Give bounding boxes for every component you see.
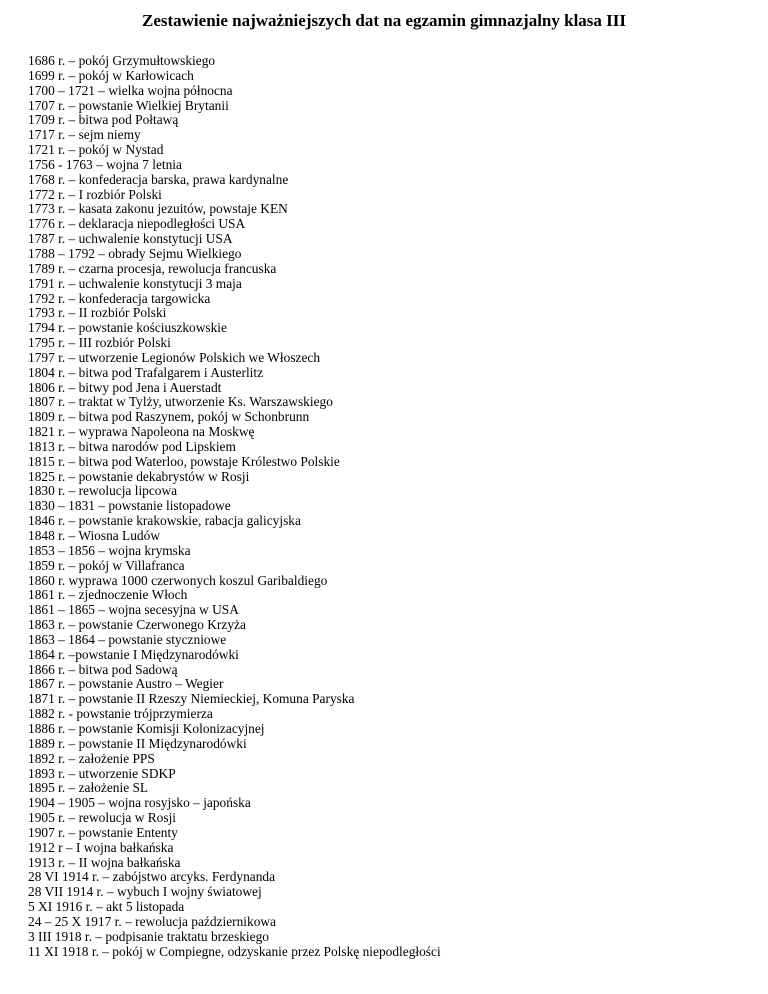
date-entry: 1863 – 1864 – powstanie styczniowe — [28, 631, 227, 647]
date-entry: 1756 - 1763 – wojna 7 letnia — [28, 156, 182, 172]
date-entry: 1795 r. – III rozbiór Polski — [28, 335, 171, 351]
date-entry: 1794 r. – powstanie kościuszkowskie — [28, 320, 227, 336]
date-entry: 1871 r. – powstanie II Rzeszy Niemieckiej, Komuna Paryska — [28, 691, 355, 707]
date-entry: 1773 r. – kasata zakonu jezuitów, powstaje KEN — [28, 201, 288, 217]
date-entry: 1792 r. – konfederacja targowicka — [28, 290, 211, 306]
date-entry: 1717 r. – sejm niemy — [28, 127, 141, 143]
date-entry: 1882 r. - powstanie trójprzymierza — [28, 706, 213, 722]
date-entry: 1807 r. – traktat w Tylży, utworzenie Ks. Warszawskiego — [28, 394, 333, 410]
date-entry: 1907 r. – powstanie Ententy — [28, 824, 178, 840]
date-entry: 1700 – 1721 – wielka wojna północna — [28, 82, 233, 98]
date-entry: 1797 r. – utworzenie Legionów Polskich we Włoszech — [28, 349, 321, 365]
date-entry: 1861 – 1865 – wojna secesyjna w USA — [28, 602, 239, 618]
date-entry: 1789 r. – czarna procesja, rewolucja francuska — [28, 260, 277, 276]
document-title: Zestawienie najważniejszych dat na egzamin gimnazjalny klasa III — [141, 11, 627, 30]
date-entry: 24 – 25 X 1917 r. – rewolucja październikowa — [28, 913, 277, 929]
date-entry: 1866 r. – bitwa pod Sadową — [28, 661, 178, 677]
date-entry: 1905 r. – rewolucja w Rosji — [28, 810, 177, 826]
date-entry: 1853 – 1856 – wojna krymska — [28, 542, 191, 558]
date-entry: 1830 – 1831 – powstanie listopadowe — [28, 498, 231, 514]
date-entry: 1825 r. – powstanie dekabrystów w Rosji — [28, 468, 250, 484]
date-entry: 1861 r. – zjednoczenie Włoch — [28, 587, 188, 603]
date-entry: 1699 r. – pokój w Karłowicach — [28, 67, 194, 83]
date-entry: 1791 r. – uchwalenie konstytucji 3 maja — [28, 275, 242, 291]
date-entry: 1806 r. – bitwy pod Jena i Auerstadt — [28, 379, 222, 395]
date-entry: 1867 r. – powstanie Austro – Wegier — [28, 676, 224, 692]
date-entry: 1787 r. – uchwalenie konstytucji USA — [28, 231, 233, 247]
date-entry: 1804 r. – bitwa pod Trafalgarem i Austerlitz — [28, 364, 264, 380]
date-entry: 1707 r. – powstanie Wielkiej Brytanii — [28, 97, 229, 113]
date-entry: 1904 – 1905 – wojna rosyjsko – japońska — [28, 795, 251, 811]
date-entry: 1721 r. – pokój w Nystad — [28, 142, 164, 158]
date-entry: 28 VI 1914 r. – zabójstwo arcyks. Ferdynanda — [28, 869, 276, 885]
date-entry: 1815 r. – bitwa pod Waterloo, powstaje Królestwo Polskie — [28, 453, 340, 469]
date-entry: 1768 r. – konfederacja barska, prawa kardynalne — [28, 171, 289, 187]
date-entry: 5 XI 1916 r. – akt 5 listopada — [28, 899, 185, 915]
date-entry: 1860 r. wyprawa 1000 czerwonych koszul Garibaldiego — [28, 572, 328, 588]
date-entry: 1892 r. – założenie PPS — [28, 750, 155, 766]
dates-list — [28, 54, 441, 959]
date-entry: 1809 r. – bitwa pod Raszynem, pokój w Schonbrunn — [28, 409, 310, 425]
date-entry: 28 VII 1914 r. – wybuch I wojny światowej — [28, 884, 262, 900]
date-entry: 1912 r – I wojna bałkańska — [28, 839, 174, 855]
date-entry: 1913 r. – II wojna bałkańska — [28, 854, 181, 870]
date-entry: 1793 r. – II rozbiór Polski — [28, 305, 167, 321]
date-entry: 1686 r. – pokój Grzymułtowskiego — [28, 53, 216, 68]
date-entry: 1886 r. – powstanie Komisji Kolonizacyjnej — [28, 720, 265, 736]
date-entry: 1863 r. – powstanie Czerwonego Krzyża — [28, 617, 246, 633]
date-entry: 1846 r. – powstanie krakowskie, rabacja galicyjska — [28, 513, 301, 529]
date-entry: 1859 r. – pokój w Villafranca — [28, 557, 185, 573]
date-entry: 1864 r. –powstanie I Międzynarodówki — [28, 646, 239, 662]
date-entry: 1821 r. – wyprawa Napoleona na Moskwę — [28, 424, 255, 440]
date-entry: 1776 r. – deklaracja niepodległości USA — [28, 216, 246, 232]
date-entry: 3 III 1918 r. – podpisanie traktatu brzeskiego — [28, 928, 269, 944]
date-entry: 1813 r. – bitwa narodów pod Lipskiem — [28, 438, 236, 454]
date-entry: 1848 r. – Wiosna Ludów — [28, 528, 160, 543]
date-entry: 1709 r. – bitwa pod Połtawą — [28, 112, 179, 128]
date-entry: 1893 r. – utworzenie SDKP — [28, 765, 176, 781]
date-entry: 1895 r. – założenie SL — [28, 780, 149, 796]
date-entry: 1889 r. – powstanie II Międzynarodówki — [28, 735, 247, 751]
date-entry: 1772 r. – I rozbiór Polski — [28, 186, 162, 202]
date-entry: 11 XI 1918 r. – pokój w Compiegne, odzyskanie przez Polskę niepodległości — [28, 943, 441, 959]
date-entry: 1830 r. – rewolucja lipcowa — [28, 483, 178, 499]
date-entry: 1788 – 1792 – obrady Sejmu Wielkiego — [28, 245, 242, 261]
